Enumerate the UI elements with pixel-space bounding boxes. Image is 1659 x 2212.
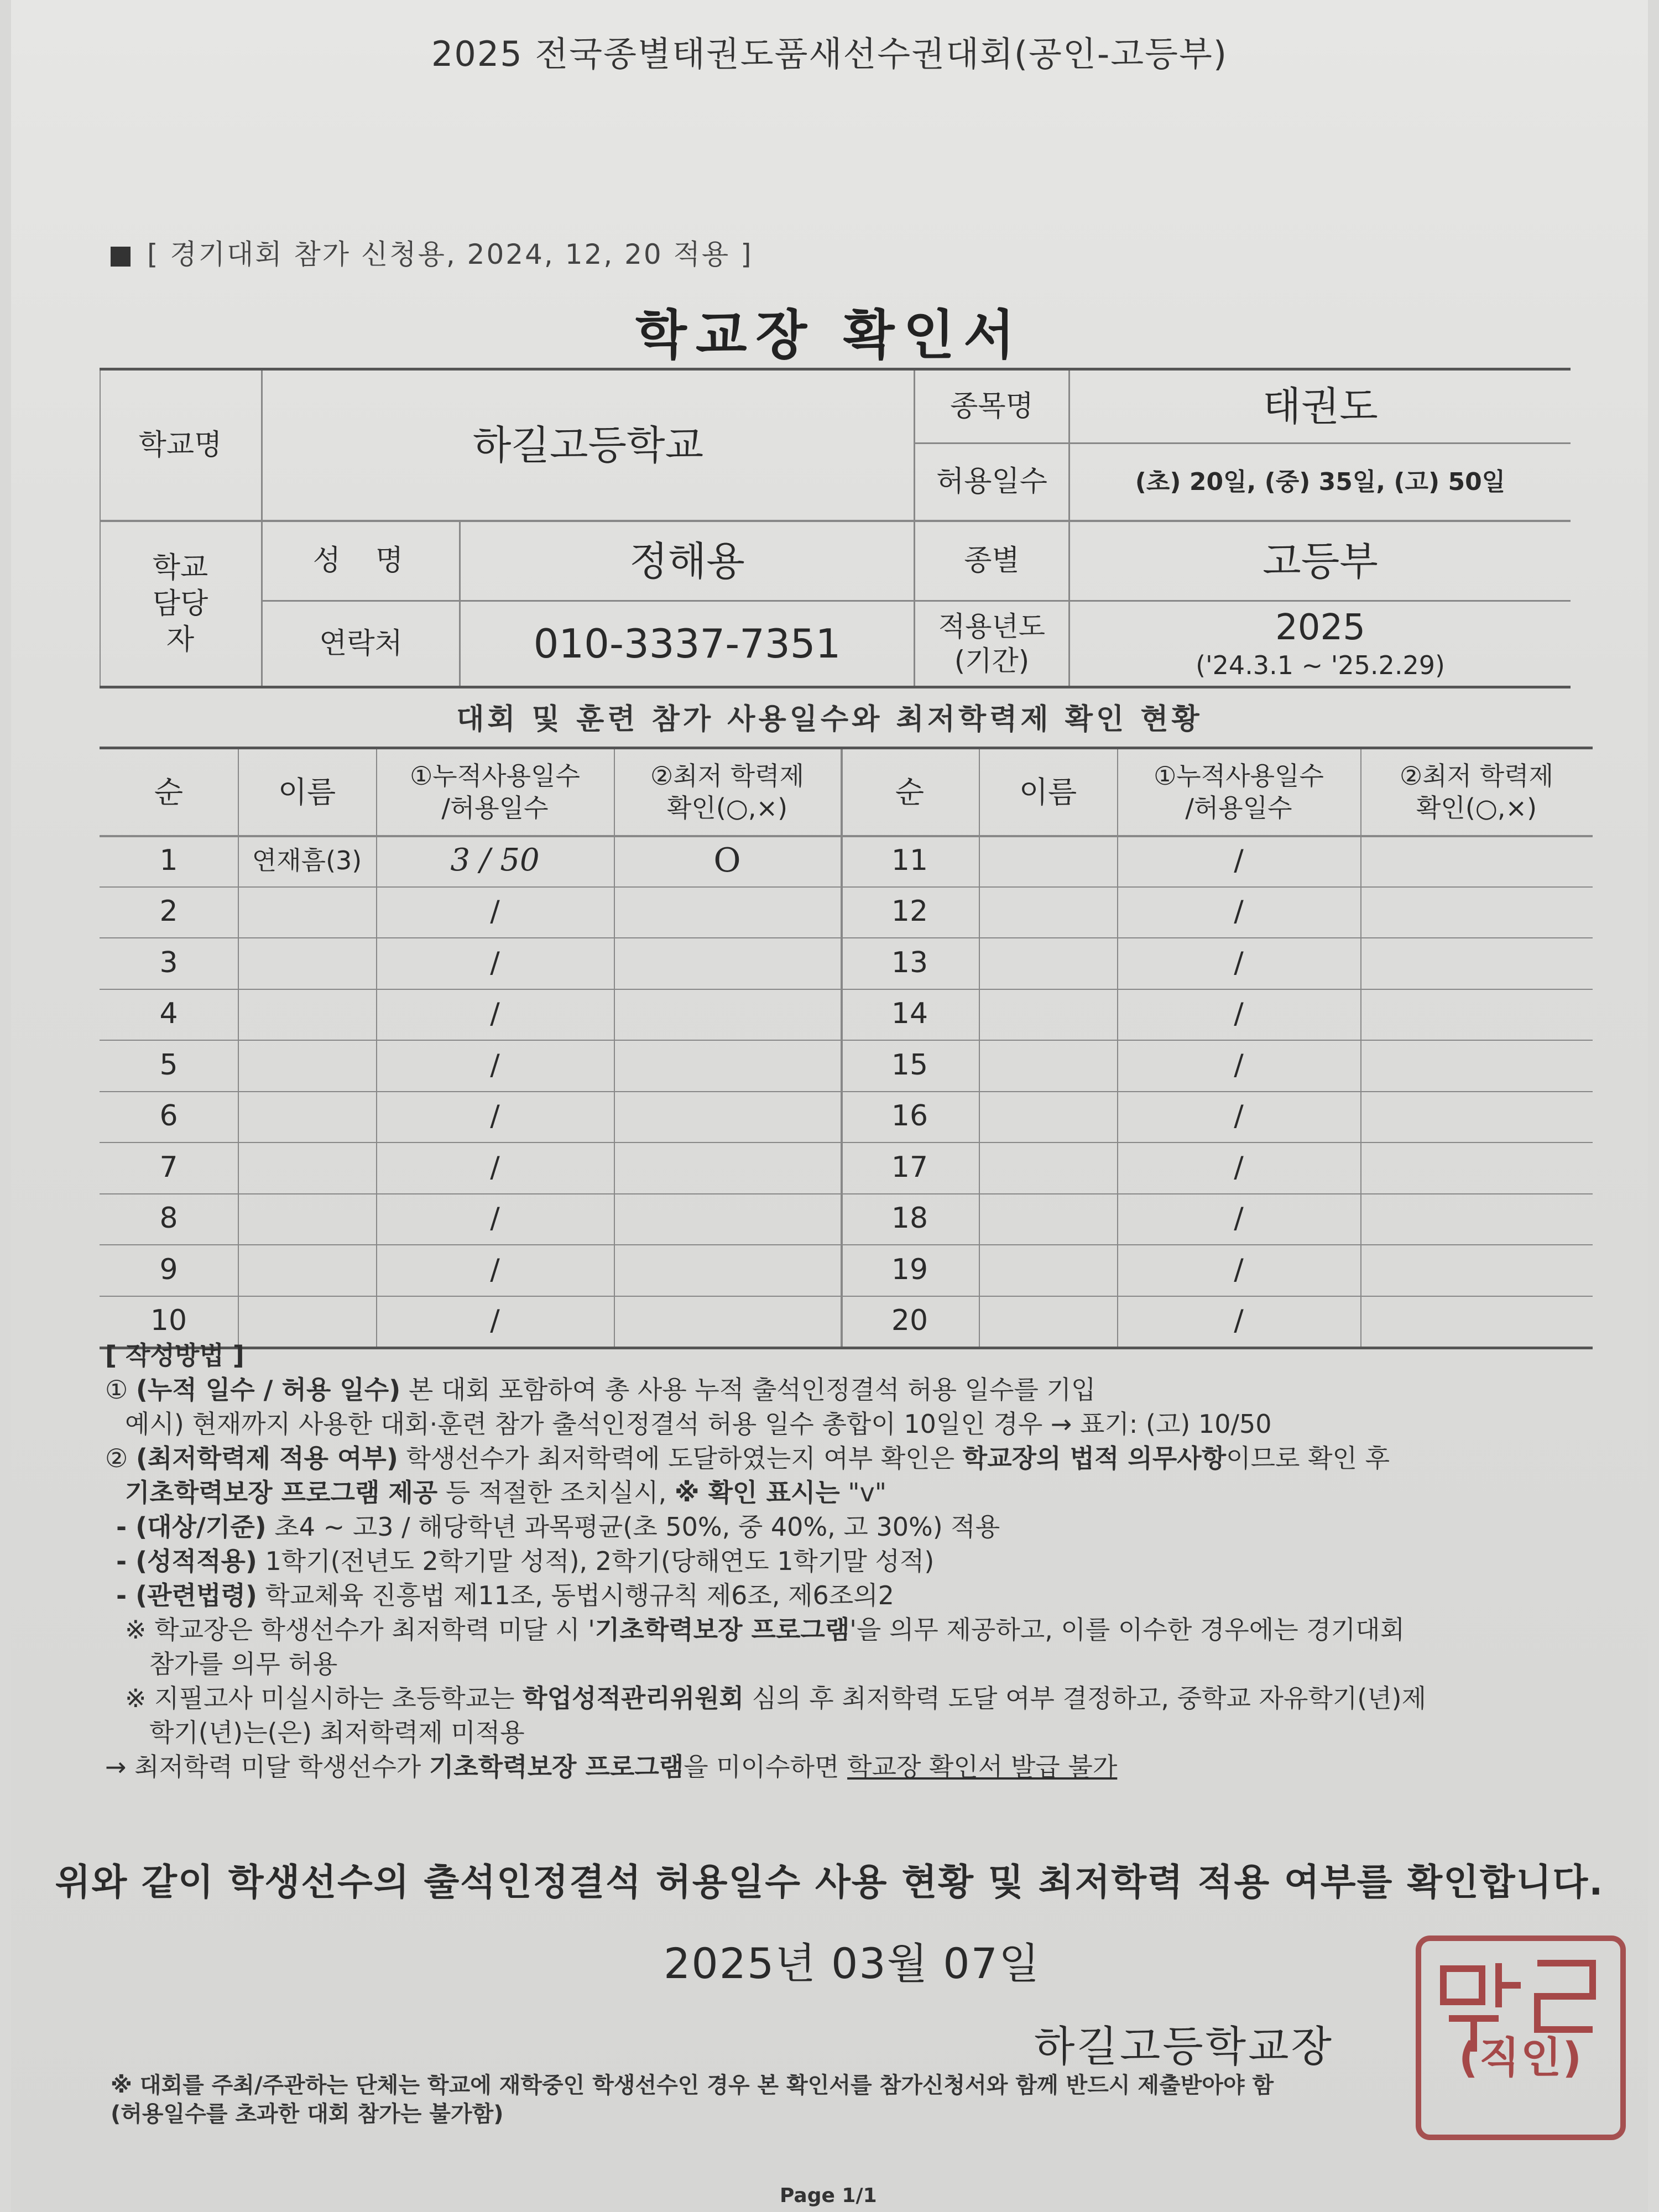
manager-label-text: 학교 담당자 — [152, 551, 208, 656]
header-days-line2: /허용일수 — [441, 792, 549, 823]
period-value-text: ('24.3.1 ~ '25.2.29) — [1196, 650, 1445, 681]
row-name-right — [979, 1142, 1117, 1193]
row-check-left — [614, 1091, 841, 1142]
row-no-left: 2 — [159, 895, 178, 928]
row-check-right — [1360, 886, 1593, 938]
contact-value: 010-3337-7351 — [533, 620, 841, 667]
event-title: 2025 전국종별태권도품새선수권대회(공인-고등부) — [431, 34, 1228, 74]
year-value — [1070, 602, 1571, 686]
row-no-right: 14 — [891, 997, 928, 1031]
row-days-left: / — [490, 895, 500, 928]
header-name-right: 이름 — [1019, 774, 1077, 810]
document-title: 학교장 확인서 — [635, 304, 1024, 366]
row-name-right — [979, 886, 1117, 938]
row-no-right: 12 — [891, 895, 928, 928]
method-item1-example: 예시) 현재까지 사용한 대회·훈련 참가 출석인정결석 허용 일수 총합이 10일인 경우 → 표기: (고) 10/50 — [125, 1409, 1272, 1439]
row-check-left — [614, 989, 841, 1040]
participation-table — [100, 747, 1593, 1349]
footer-note-line1: ※ 대회를 주최/주관하는 단체는 학교에 재학중인 학생선수인 경우 본 확인서를 참가신청서와 함께 반드시 제출받아야 함 — [111, 2073, 1274, 2098]
row-days-left: / — [490, 1099, 500, 1133]
row-no-left: 4 — [159, 997, 178, 1031]
school-name-value: 하길고등학교 — [472, 422, 704, 468]
row-no-right: 11 — [891, 843, 928, 877]
info-table — [100, 368, 1571, 688]
row-check-left — [614, 1040, 841, 1091]
principal-name: 하길고등학교장 — [1034, 2022, 1334, 2071]
method-note2: ※ 지필고사 미실시하는 초등학교는 학업성적관리위원회 심의 후 최저학력 도달 여부 결정하고, 중학교 자유학기(년)제 — [125, 1683, 1427, 1713]
row-no-left: 9 — [159, 1253, 178, 1286]
name-value: 정해용 — [629, 538, 745, 585]
row-check-right — [1360, 1193, 1593, 1245]
row-name-left — [238, 886, 376, 938]
header-check-left — [614, 749, 841, 835]
school-name-label: 학교명 — [138, 428, 222, 462]
row-check-right — [1360, 989, 1593, 1040]
year-value-text: 2025 — [1275, 607, 1365, 649]
year-label-text: 적용년도 (기간) — [938, 610, 1046, 677]
row-days-right: / — [1234, 895, 1244, 928]
row-check-left — [614, 886, 841, 938]
method-item2: ② (최저학력제 적용 여부) 학생선수가 최저학력에 도달하였는지 여부 확인은 학교장의 법적 의무사항이므로 확인 후 — [105, 1443, 1390, 1473]
header-check-line2: 확인(○,×) — [666, 792, 788, 823]
row-name-left — [238, 1091, 376, 1142]
row-check-right — [1360, 1142, 1593, 1193]
row-days-left: / — [490, 1253, 500, 1286]
row-no-left: 1 — [159, 843, 178, 877]
header-check-line1: ②최저 학력제 — [1399, 761, 1554, 791]
row-days-right: / — [1234, 997, 1244, 1031]
method-item1: ① (누적 일수 / 허용 일수) 본 대회 포함하여 총 사용 누적 출석인정결석 허용 일수를 기입 — [105, 1375, 1096, 1405]
method-note1: ※ 학교장은 학생선수가 최저학력 미달 시 '기초학력보장 프로그램'을 의무 제공하고, 이를 이수한 경우에는 경기대회 — [125, 1615, 1405, 1645]
row-days-left: / — [490, 1202, 500, 1235]
header-check-line2: 확인(○,×) — [1416, 792, 1537, 823]
sport-label: 종목명 — [950, 389, 1034, 423]
row-no-right: 13 — [891, 946, 928, 979]
confirmation-statement: 위와 같이 학생선수의 출석인정결석 허용일수 사용 현황 및 최저학력 적용 여부를 확인합니다. — [55, 1861, 1604, 1903]
header-check-right — [1360, 749, 1593, 835]
row-name-left — [238, 937, 376, 989]
row-days-right: / — [1234, 1099, 1244, 1133]
division-label: 종별 — [964, 544, 1020, 577]
row-check-right — [1360, 835, 1593, 886]
row-check-left — [614, 1244, 841, 1296]
row-days-left: / — [490, 1150, 500, 1184]
contact-label: 연락처 — [319, 627, 403, 660]
row-check-right — [1360, 1091, 1593, 1142]
method-item2-line2: 기초학력보장 프로그램 제공 등 적절한 조치실시, ※ 확인 표시는 "v" — [125, 1478, 886, 1507]
header-days-line1: ①누적사용일수 — [410, 761, 580, 791]
row-name-right — [979, 1244, 1117, 1296]
header-days-left — [376, 749, 614, 835]
row-check-left — [614, 1193, 841, 1245]
allowed-days-value: (초) 20일, (중) 35일, (고) 50일 — [1135, 468, 1506, 496]
row-no-left: 3 — [159, 946, 178, 979]
participation-heading: 대회 및 훈련 참가 사용일수와 최저학력제 확인 현황 — [456, 703, 1203, 736]
row-no-right: 15 — [891, 1048, 928, 1082]
row-no-left: 10 — [150, 1304, 187, 1338]
row-no-left: 5 — [159, 1048, 178, 1082]
row-days-right: / — [1234, 1048, 1244, 1082]
row-name-left — [238, 1244, 376, 1296]
header-no-right: 순 — [895, 774, 925, 810]
row-check-left — [614, 937, 841, 989]
method-note2-line2: 학기(년)는(은) 최저학력제 미적용 — [149, 1718, 525, 1747]
header-days-line1: ①누적사용일수 — [1154, 761, 1324, 791]
header-name-left: 이름 — [278, 774, 336, 810]
row-days-left: / — [490, 1304, 500, 1338]
row-name-left — [238, 1193, 376, 1245]
form-note-text: [ 경기대회 참가 신청용, 2024, 12, 20 적용 ] — [147, 238, 753, 270]
method-note1-line2: 참가를 의무 허용 — [149, 1649, 338, 1679]
row-check-right — [1360, 937, 1593, 989]
manager-label — [111, 522, 250, 686]
name-label: 성 명 — [312, 544, 409, 577]
writing-method — [105, 1338, 1587, 1784]
row-check-left: O — [713, 841, 741, 880]
row-days-left: 3 / 50 — [450, 842, 540, 879]
row-days-left: / — [490, 1048, 500, 1082]
footer-note-line2: (허용일수를 초과한 대회 참가는 불가함) — [111, 2101, 504, 2127]
row-check-left — [614, 1142, 841, 1193]
division-value: 고등부 — [1262, 538, 1378, 585]
allowed-days-label: 허용일수 — [936, 465, 1047, 498]
row-check-right — [1360, 1040, 1593, 1091]
row-no-left: 6 — [159, 1099, 178, 1133]
sport-value: 태권도 — [1262, 383, 1378, 430]
row-days-left: / — [490, 946, 500, 979]
row-days-right: / — [1234, 1202, 1244, 1235]
seal-text: (직인) — [1458, 2033, 1583, 2082]
row-name-right — [979, 937, 1117, 989]
header-check-line1: ②최저 학력제 — [650, 761, 805, 791]
footer-note — [111, 2071, 1571, 2128]
row-days-right: / — [1234, 843, 1244, 877]
method-sub1: - (대상/기준) 초4 ~ 고3 / 해당학년 과목평균(초 50%, 중 40%, 고 30%) 적용 — [116, 1512, 1000, 1542]
row-name-right — [979, 835, 1117, 886]
row-name-left — [238, 1142, 376, 1193]
row-no-right: 16 — [891, 1099, 928, 1133]
row-no-left: 8 — [159, 1202, 178, 1235]
row-days-right: / — [1234, 946, 1244, 979]
method-sub3: - (관련법령) 학교체육 진흥법 제11조, 동법시행규칙 제6조, 제6조의2 — [116, 1580, 894, 1610]
row-days-right: / — [1234, 1253, 1244, 1286]
row-no-right: 19 — [891, 1253, 928, 1286]
row-name-right — [979, 1091, 1117, 1142]
method-arrow-note: → 최저학력 미달 학생선수가 기초학력보장 프로그램을 미이수하면 학교장 확인서 발급 불가 — [105, 1752, 1118, 1782]
issue-date: 2025년 03월 07일 — [664, 1939, 1041, 1988]
row-days-left: / — [490, 997, 500, 1031]
method-sub2: - (성적적용) 1학기(전년도 2학기말 성적), 2학기(당해연도 1학기말 성적) — [116, 1546, 935, 1576]
header-days-line2: /허용일수 — [1185, 792, 1292, 823]
row-no-right: 20 — [891, 1304, 928, 1338]
row-no-right: 18 — [891, 1202, 928, 1235]
row-name-right — [979, 1193, 1117, 1245]
row-name-left — [238, 989, 376, 1040]
row-days-right: / — [1234, 1304, 1244, 1338]
form-note — [111, 232, 753, 272]
row-no-right: 17 — [891, 1150, 928, 1184]
row-check-right — [1360, 1244, 1593, 1296]
row-name-right — [979, 1040, 1117, 1091]
method-title: [ 작성방법 ] — [105, 1340, 244, 1370]
header-days-right — [1117, 749, 1360, 835]
header-no-left: 순 — [154, 774, 184, 810]
square-bullet-icon — [111, 247, 131, 267]
row-name-left — [238, 1040, 376, 1091]
row-name-left: 연재흠(3) — [252, 845, 362, 875]
row-days-right: / — [1234, 1150, 1244, 1184]
year-label — [915, 602, 1068, 686]
page-number: Page 1/1 — [780, 2184, 877, 2207]
row-name-right — [979, 989, 1117, 1040]
row-no-left: 7 — [159, 1150, 178, 1184]
